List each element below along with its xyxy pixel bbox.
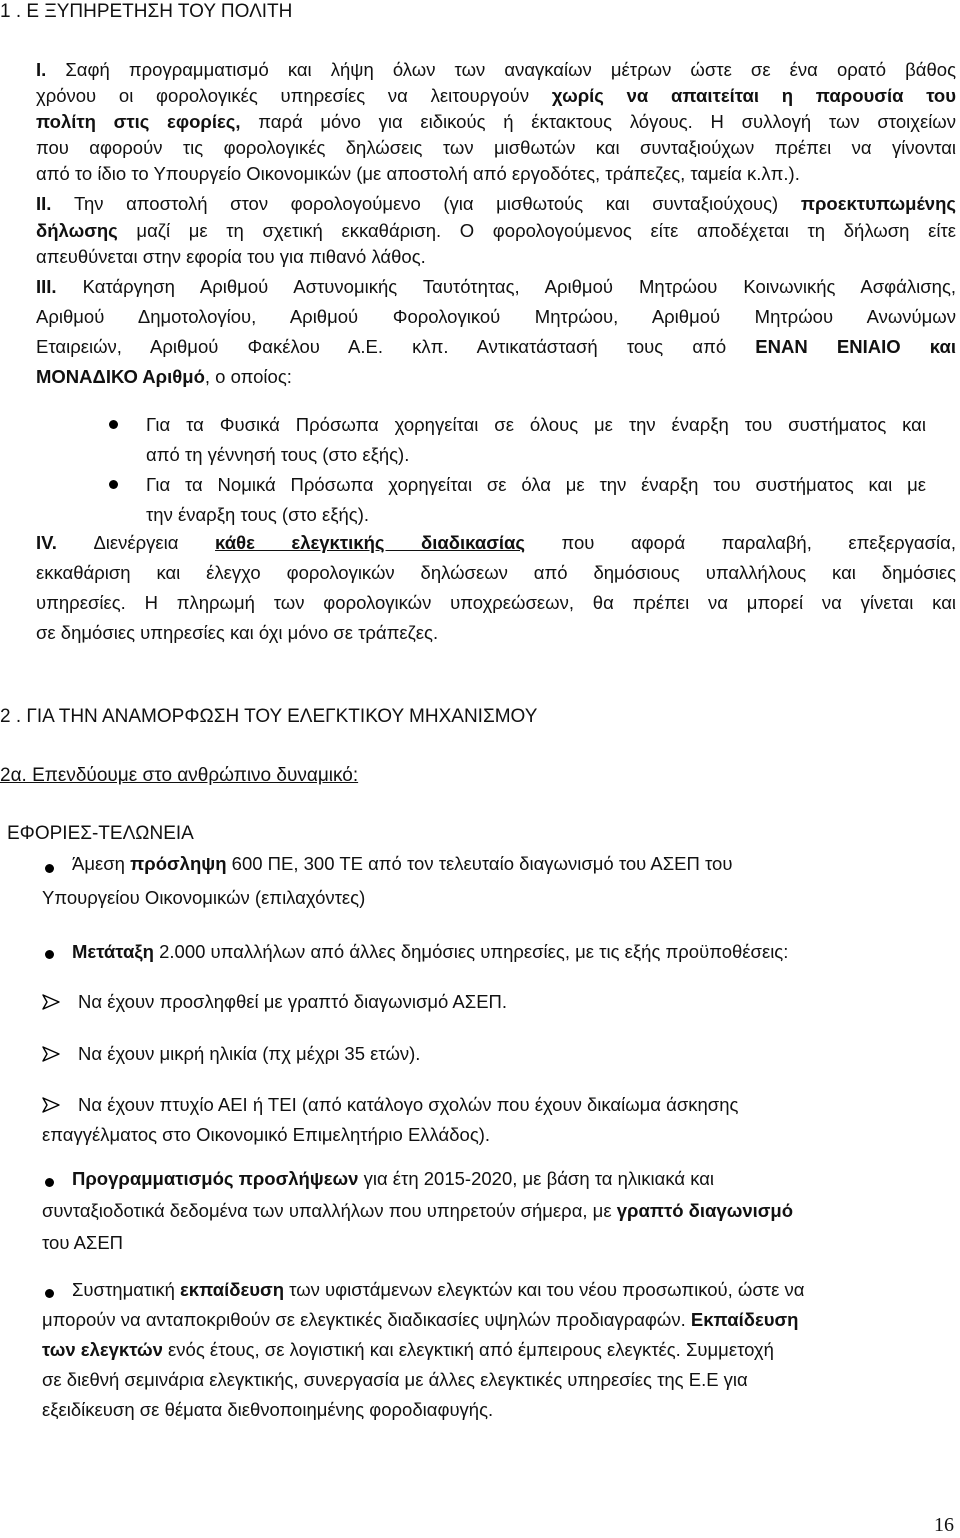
item-iii-line-3: Εταιρειών, Αριθμού Φακέλου Α.Ε. κλπ. Αντικατάστασή τους από ΕΝΑΝ ΕΝΙΑΙΟ και	[36, 336, 956, 357]
item-iv-line-2: εκκαθάριση και έλεγχο φορολογικών δηλώσεων από δημόσιους υπαλλήλους και δημόσιες	[36, 562, 956, 583]
bullet-4-line-1: Συστηματική εκπαίδευση των υφιστάμενων ελεγκτών και του νέου προσωπικού, ώστε να	[72, 1279, 805, 1300]
item-i-number: I.	[36, 59, 47, 80]
section-2-heading: 2 . ΓΙΑ ΤΗΝ ΑΝΑΜΟΡΦΩΣΗ ΤΟΥ ΕΛΕΓΚΤΙΚΟΥ ΜΗΧΑΝΙΣΜΟΥ	[0, 706, 538, 727]
item-i-line-5: από το ίδιο το Υπουργείο Οικονομικών (με αποστολή από εργοδότες, τράπεζες, ταμεία κ.λπ.).	[36, 163, 800, 184]
bullet-4-line-5: εξειδίκευση σε θέματα διεθνοποιημένης φοροδιαφυγής.	[42, 1399, 494, 1420]
item-ii-line-1: II. Την αποστολή στον φορολογούμενο (για μισθωτούς και συνταξιούχους) προεκτυπωμένης	[36, 193, 956, 214]
bullet-1-line-1: Άμεση πρόσληψη 600 ΠΕ, 300 ΤΕ από τον τελευταίο διαγωνισμό του ΑΣΕΠ του	[72, 853, 733, 874]
arrow-bullet-icon	[42, 1097, 60, 1113]
section-2a-heading: 2α. Επενδύουμε στο ανθρώπινο δυναμικό:	[0, 765, 359, 786]
item-iii-line-1: III. Κατάργηση Αριθμού Αστυνομικής Ταυτότητας, Αριθμού Μητρώου Κοινωνικής Ασφάλισης,	[36, 276, 956, 297]
bullet-2-line-1: Μετάταξη 2.000 υπαλλήλων από άλλες δημόσιες υπηρεσίες, με τις εξής προϋποθέσεις:	[72, 941, 789, 962]
iii-bullet-2-line-1: Για τα Νομικά Πρόσωπα χορηγείται σε όλα με την έναρξη του συστήματος και με	[146, 474, 926, 495]
arrow-item-2: Να έχουν μικρή ηλικία (πχ μέχρι 35 ετών).	[78, 1043, 421, 1064]
arrow-item-3-line-2: επαγγέλματος στο Οικονομικό Επιμελητήριο Ελλάδος).	[42, 1124, 491, 1145]
item-iv-line-3: υπηρεσίες. Η πληρωμή των φορολογικών υποχρεώσεων, θα πρέπει να μπορεί να γίνεται και	[36, 592, 956, 613]
arrow-item-1: Να έχουν προσληφθεί με γραπτό διαγωνισμό ΑΣΕΠ.	[78, 991, 508, 1012]
item-i-line-3: πολίτη στις εφορίες, παρά μόνο για ειδικούς ή έκτακτους λόγους. Η συλλογή των στοιχείων	[36, 111, 956, 132]
bullet-4-line-4: σε διεθνή σεμινάρια ελεγκτικής, συνεργασία με άλλες ελεγκτικές υπηρεσίες της Ε.Ε για	[42, 1369, 748, 1390]
iii-bullet-2-line-2: την έναρξη τους (στο εξής).	[146, 504, 370, 525]
bullet-icon	[45, 1289, 54, 1298]
arrow-bullet-icon	[42, 994, 60, 1010]
item-ii-line-2: δήλωσης μαζί με τη σχετική εκκαθάριση. Ο φορολογούμενος είτε αποδέχεται τη δήλωση είτε	[36, 220, 956, 241]
bullet-3-line-1: Προγραμματισμός προσλήψεων για έτη 2015-2020, με βάση τα ηλικιακά και	[72, 1168, 715, 1189]
item-iv-line-4: σε δημόσιες υπηρεσίες και όχι μόνο σε τράπεζες.	[36, 622, 439, 643]
item-i-line-2: χρόνου οι φορολογικές υπηρεσίες να λειτουργούν χωρίς να απαιτείται η παρουσία του	[36, 85, 957, 106]
section-1-heading: 1 . Ε ΞΥΠΗΡΕΤΗΣΗ ΤΟΥ ΠΟΛΙΤΗ	[0, 1, 293, 22]
bullet-icon	[109, 480, 118, 489]
page-number: 16	[934, 1514, 954, 1536]
iii-bullet-1-line-2: από τη γέννησή τους (στο εξής).	[146, 444, 410, 465]
bullet-icon	[45, 950, 54, 959]
bullet-3-line-3: του ΑΣΕΠ	[42, 1232, 124, 1253]
bullet-4-line-2: μπορούν να ανταποκριθούν σε ελεγκτικές διαδικασίες υψηλών προδιαγραφών. Εκπαίδευση	[42, 1309, 799, 1330]
item-iv-number: IV.	[36, 532, 57, 553]
arrow-bullet-icon	[42, 1046, 60, 1062]
bullet-3-line-2: συνταξιοδοτικά δεδομένα των υπαλλήλων που υπηρετούν σήμερα, με γραπτό διαγωνισμό	[42, 1200, 794, 1221]
item-i-line-1: I. Σαφή προγραμματισμό και λήψη όλων των αναγκαίων μέτρων ώστε σε ένα ορατό βάθος	[36, 59, 956, 80]
bullet-1-line-2: Υπουργείου Οικονομικών (επιλαχόντες)	[42, 887, 366, 908]
bullet-icon	[109, 420, 118, 429]
item-iii-line-2: Αριθμού Δημοτολογίου, Αριθμού Φορολογικού Μητρώου, Αριθμού Μητρώου Ανωνύμων	[36, 306, 956, 327]
item-iv-line-1: IV. Διενέργεια κάθε ελεγκτικής διαδικασίας που αφορά παραλαβή, επεξεργασία,	[36, 532, 956, 553]
item-iii-number: III.	[36, 276, 57, 297]
bullet-icon	[45, 864, 54, 873]
subheading: ΕΦΟΡΙΕΣ-ΤΕΛΩΝΕΙΑ	[7, 823, 194, 844]
bullet-icon	[45, 1178, 54, 1187]
item-ii-line-3: απευθύνεται στην εφορία του για πιθανό λάθος.	[36, 246, 426, 267]
item-ii-number: II.	[36, 193, 52, 214]
arrow-item-3-line-1: Να έχουν πτυχίο ΑΕΙ ή ΤΕΙ (από κατάλογο σχολών που έχουν δικαίωμα άσκησης	[78, 1094, 739, 1115]
item-i-line-4: που αφορούν τις φορολογικές δηλώσεις των μισθωτών και συνταξιούχων πρέπει να γίνονται	[36, 137, 956, 158]
bullet-4-line-3: των ελεγκτών ενός έτους, σε λογιστική και ελεγκτική από έμπειρους ελεγκτές. Συμμετοχή	[42, 1339, 774, 1360]
item-iii-line-4: ΜΟΝΑΔΙΚΟ Αριθμό, ο οποίος:	[36, 366, 292, 387]
iii-bullet-1-line-1: Για τα Φυσικά Πρόσωπα χορηγείται σε όλους με την έναρξη του συστήματος και	[146, 414, 926, 435]
